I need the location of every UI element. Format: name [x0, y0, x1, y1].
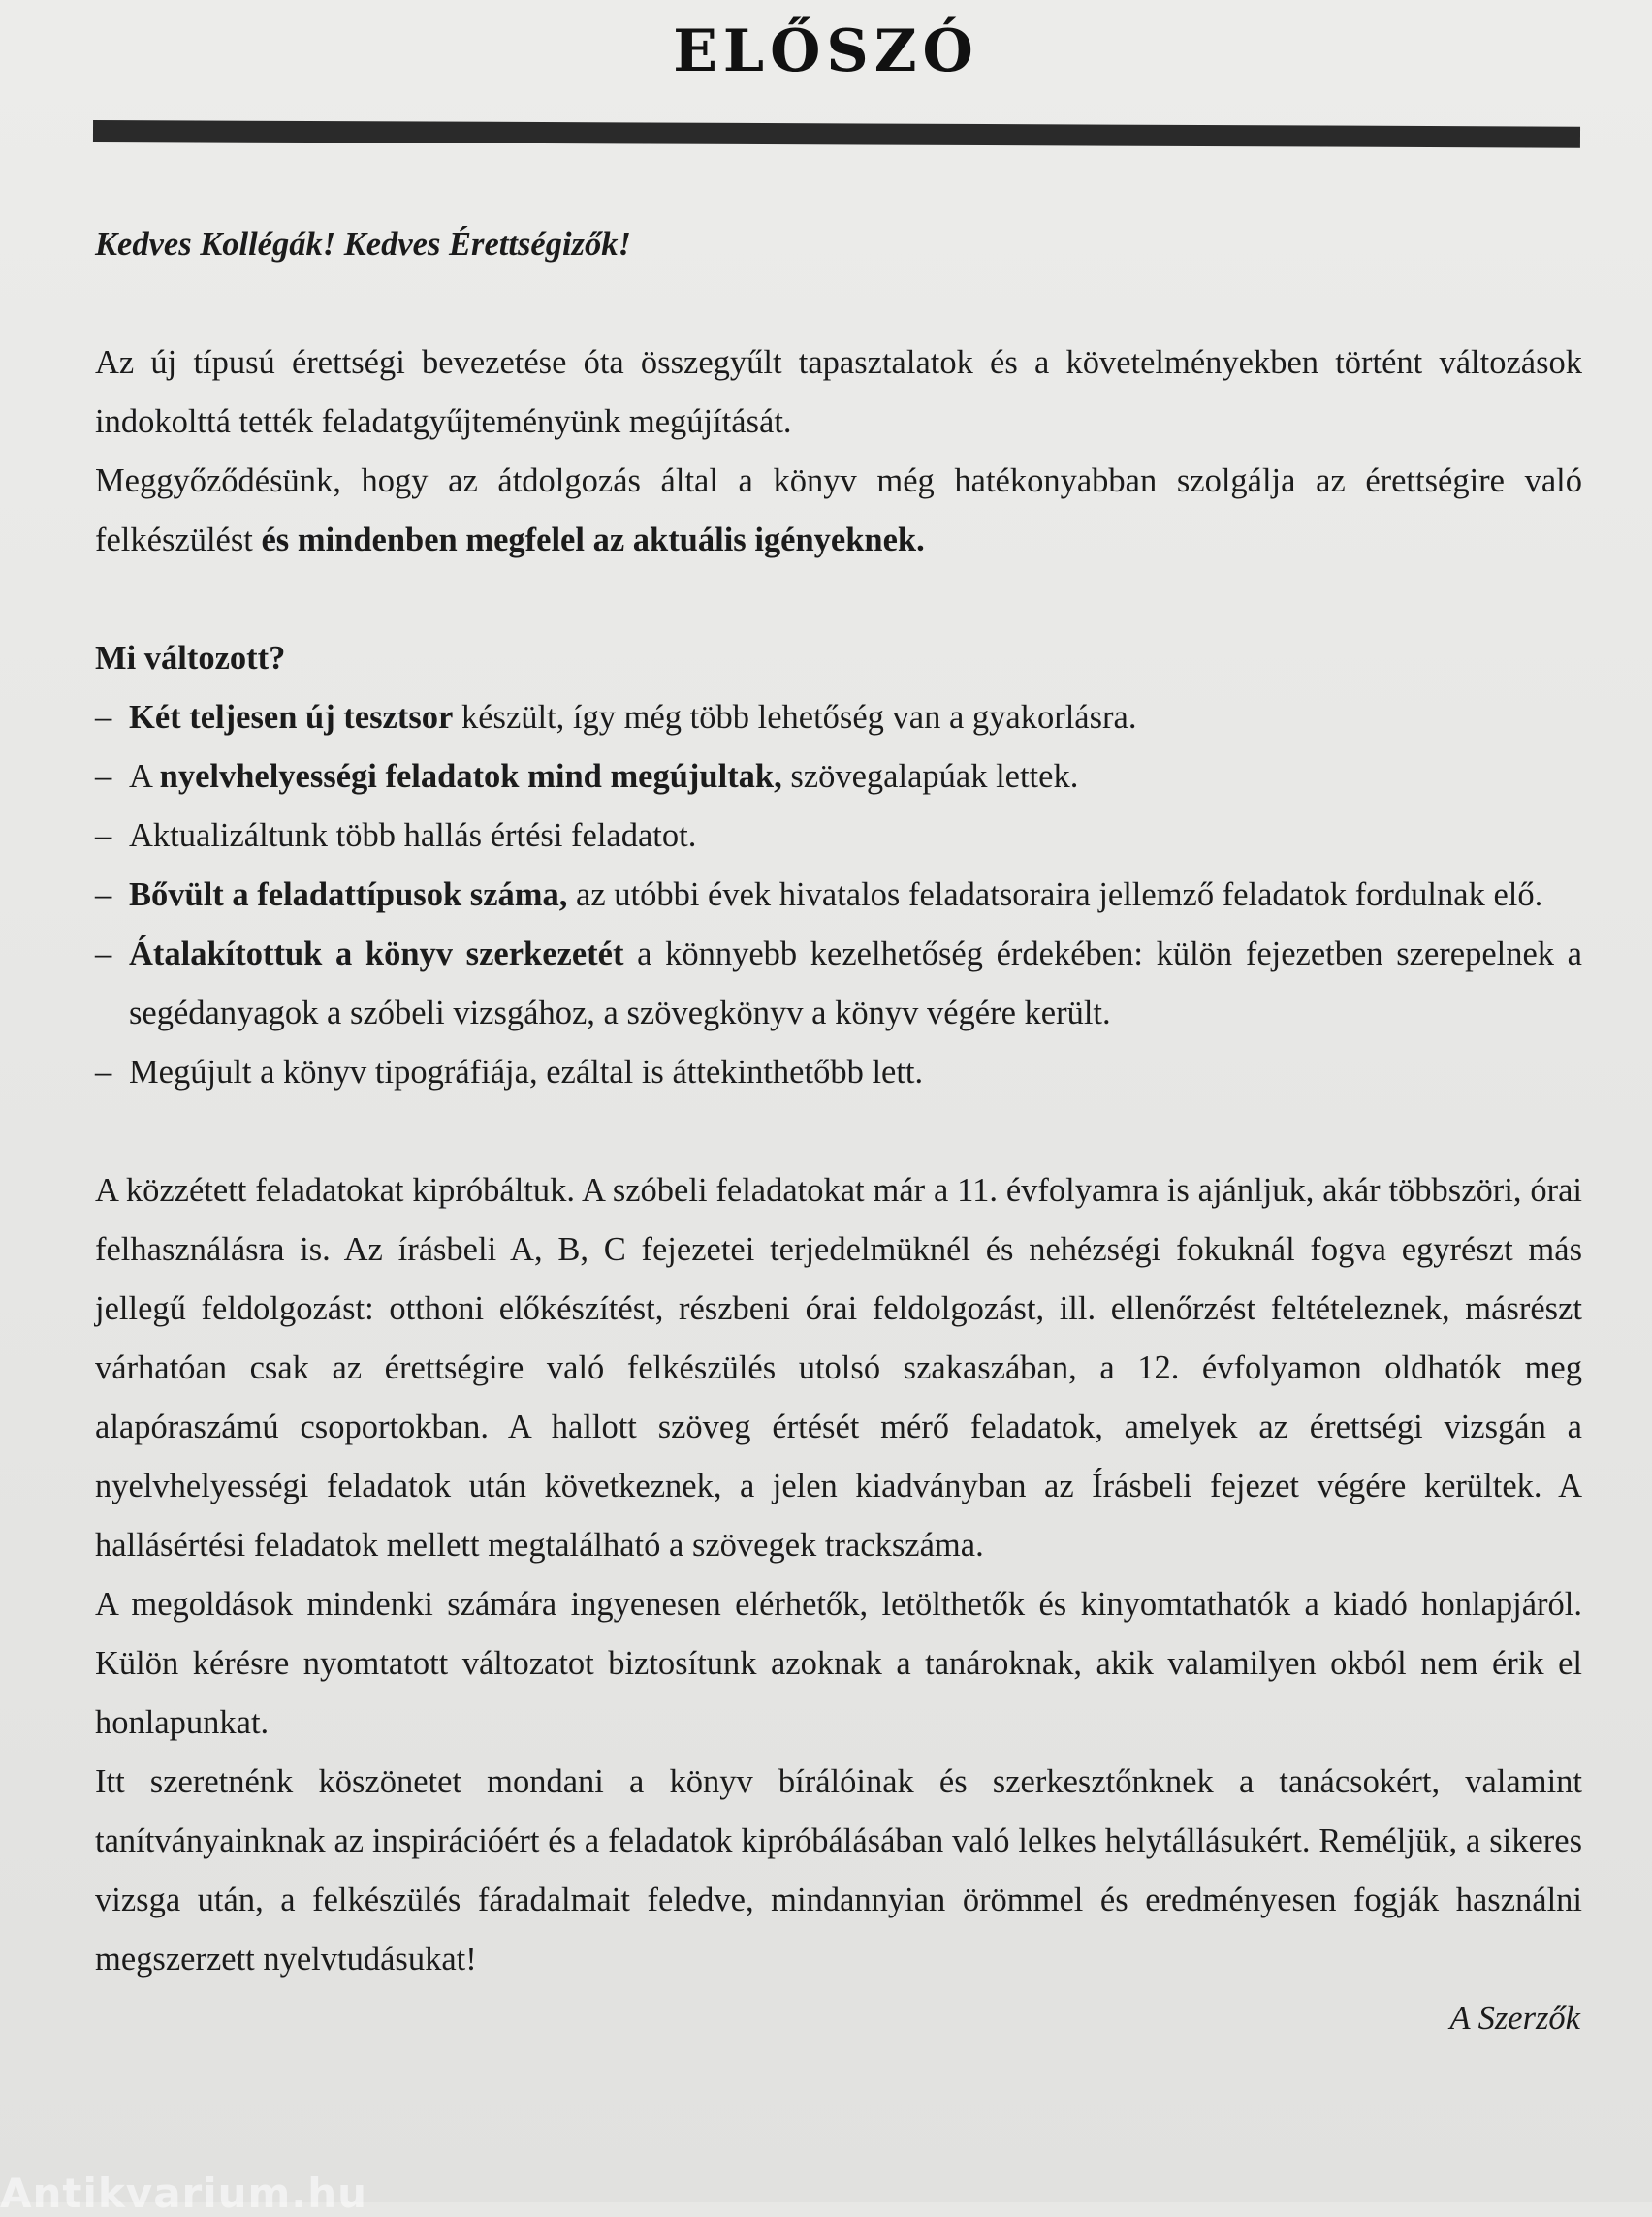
page-title: ELŐSZÓ — [673, 17, 979, 85]
intro-paragraph-2-text: Meggyőződésünk, hogy az átdolgozás által a könyv még hatékonyabban szolgálja az érettségire való felkészülést — [95, 462, 1582, 558]
dash-marker: – — [95, 758, 112, 795]
body-paragraph-3: Itt szeretnénk köszönetet mondani a könyv bírálóinak és szerkesztőnknek a tanácsokért, valamint tanítványainknak az inspirációért és a feladatok kipróbálásában való lelkes helytállásukért. Reméljük, a sikeres vizsga után, a felkészülés fáradalmait feledve, mindannyian örömmel és eredményesen fogják használni megszerzett nyelvtudásukat! — [95, 1763, 1582, 1978]
changes-heading: Mi változott? — [95, 640, 286, 677]
spacer — [95, 1102, 1582, 1161]
list-item — [95, 807, 1582, 866]
spacer — [95, 570, 1582, 629]
list-item — [95, 1043, 1582, 1102]
dash-marker: – — [95, 876, 112, 913]
list-item-text: szövegalapúak lettek. — [781, 758, 1079, 795]
greeting: Kedves Kollégák! Kedves Érettségizők! — [95, 226, 631, 263]
title-underline-rule — [93, 120, 1580, 148]
list-item — [95, 747, 1582, 807]
list-item-bold: Átalakítottuk a könyv szerkezetét — [129, 935, 624, 972]
dash-marker: – — [95, 1054, 112, 1091]
list-item-pre: A — [129, 758, 160, 795]
list-item-bold: nyelvhelyességi feladatok mind megújultak, — [159, 758, 782, 795]
intro-paragraph-2 — [95, 452, 1582, 570]
signature: A Szerzők — [1449, 2000, 1580, 2037]
body-paragraph-2: A megoldások mindenki számára ingyenesen elérhetők, letölthetők és kinyomtathatók a kiadó honlapjáról. Külön kérésre nyomtatott változatot biztosítunk azoknak a tanároknak, akik valamilyen okból nem érik el honlapunkat. — [95, 1586, 1582, 1741]
list-item-bold: Két teljesen új tesztsor — [129, 699, 454, 736]
dash-marker: – — [95, 817, 112, 854]
watermark-text: Antikvarium.hu — [0, 2169, 368, 2217]
intro-paragraph-2-bold: és mindenben megfelel az aktuális igényeknek. — [261, 522, 925, 558]
list-item-bold: Bővült a feladattípusok száma, — [129, 876, 568, 913]
list-item — [95, 688, 1582, 747]
foreword-content — [95, 215, 1582, 2048]
dash-marker: – — [95, 935, 112, 972]
list-item — [95, 866, 1582, 925]
list-item-text: Megújult a könyv tipográfiája, ezáltal is áttekinthetőbb lett. — [129, 1054, 924, 1091]
list-item-text: Aktualizáltunk több hallás értési feladatot. — [129, 817, 697, 854]
dash-marker: – — [95, 699, 112, 736]
changes-list — [95, 688, 1582, 1102]
list-item-text: a könnyebb kezelhetőség érdekében: külön fejezetben szerepelnek a segédanyagok a szóbeli vizsgához, a szövegkönyv a könyv végére került. — [129, 935, 1582, 1031]
list-item-text: az utóbbi évek hivatalos feladatsoraira jellemző feladatok fordulnak elő. — [567, 876, 1543, 913]
intro-paragraph-1: Az új típusú érettségi bevezetése óta összegyűlt tapasztalatok és a követelményekben történt változások indokolttá tették feladatgyűjteményünk megújítását. — [95, 344, 1582, 440]
list-item-text: készült, így még több lehetőség van a gyakorlásra. — [453, 699, 1137, 736]
list-item — [95, 925, 1582, 1043]
body-paragraph-1: A közzétett feladatokat kipróbáltuk. A szóbeli feladatokat már a 11. évfolyamra is ajánljuk, akár többszöri, órai felhasználásra is. Az írásbeli A, B, C fejezetei terjedelmüknél és nehézségi fokuknál fogva egyrészt más jellegű feldolgozást: otthoni előkészítést, részbeni órai feldolgozást, ill. ellenőrzést feltételeznek, másrészt várhatóan csak az érettségire való felkészülés utolsó szakaszában, a 12. évfolyamon oldhatók meg alapóraszámú csoportokban. A hallott szöveg értését mérő feladatok, amelyek az érettségi vizsgán a nyelvhelyességi feladatok után következnek, a jelen kiadványban az Írásbeli fejezet végére kerültek. A hallásértési feladatok mellett megtalálható a szövegek trackszáma. — [95, 1172, 1582, 1564]
